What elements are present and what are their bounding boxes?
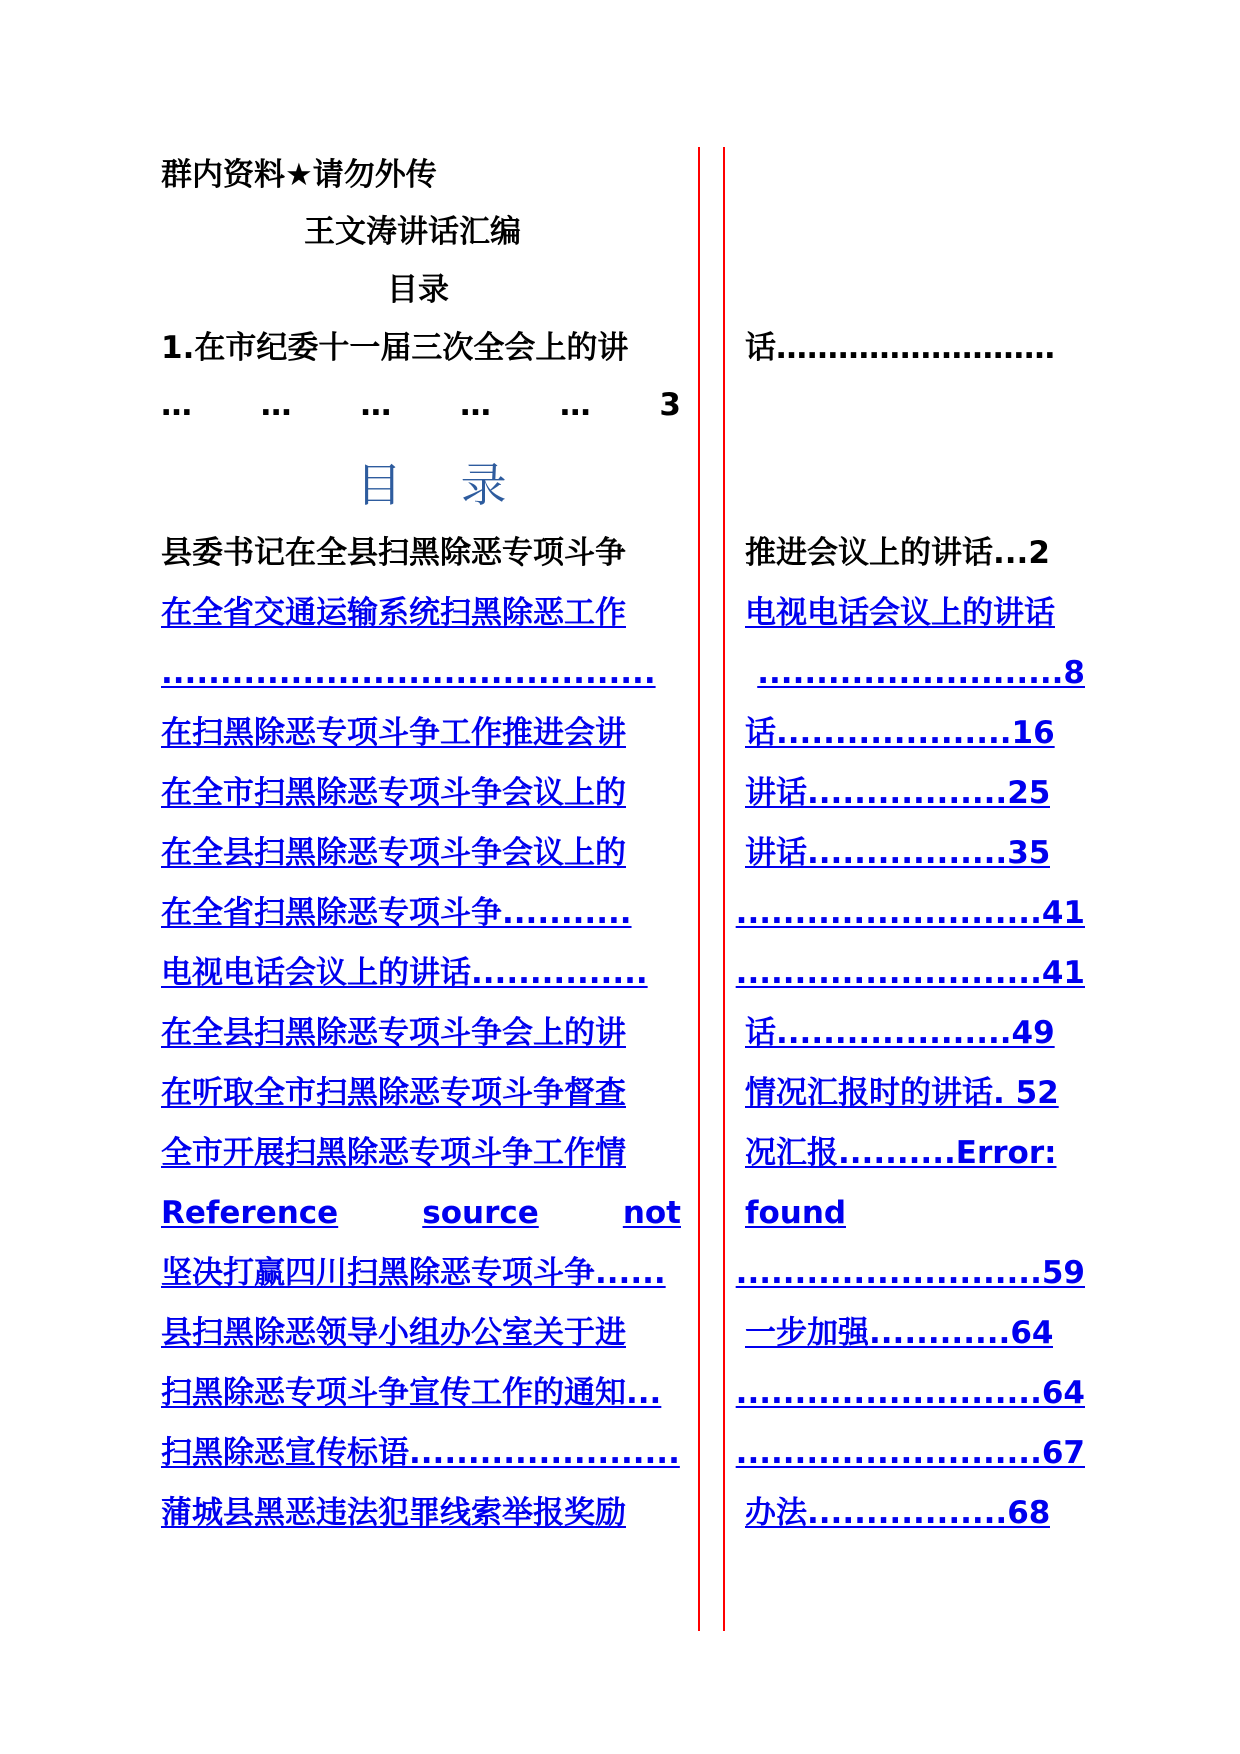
toc-row-left: 县委书记在全县扫黑除恶专项斗争 [161, 535, 626, 571]
toc-label: 目录 [387, 272, 449, 308]
toc-link-left[interactable]: 全市开展扫黑除恶专项斗争工作情 [161, 1135, 626, 1171]
toc-link-left[interactable]: 在全县扫黑除恶专项斗争会议上的 [161, 835, 626, 871]
toc-heading: 目 录 [356, 458, 529, 512]
toc-link-right[interactable]: ..........................41 [735, 955, 1085, 991]
leader-dots: … [460, 387, 492, 423]
toc-link-right[interactable]: 办法.................68 [745, 1495, 1051, 1531]
link-word[interactable]: source [422, 1195, 539, 1231]
toc-link-left[interactable]: .......................................... [161, 655, 656, 691]
toc-link-right[interactable]: 况汇报..........Error: [745, 1135, 1057, 1171]
toc-link-right[interactable]: ..........................8 [757, 655, 1085, 691]
leader-dots: … [559, 387, 591, 423]
toc-link-right[interactable]: ..........................41 [735, 895, 1085, 931]
toc-link-right[interactable]: ..........................59 [735, 1255, 1085, 1291]
leader-dots: … [161, 387, 192, 423]
toc-link-right[interactable]: found [745, 1195, 847, 1231]
toc-link-left[interactable]: 扫黑除恶宣传标语....................... [161, 1435, 680, 1471]
toc-entry-1-leader [161, 380, 681, 430]
link-word[interactable]: not [622, 1195, 681, 1231]
toc-link-left[interactable]: 在扫黑除恶专项斗争工作推进会讲 [161, 715, 626, 751]
confidential-notice: 群内资料★请勿外传 [161, 157, 437, 193]
page-number: 3 [659, 387, 681, 423]
toc-link-right[interactable]: 一步加强............64 [745, 1315, 1054, 1351]
toc-link-left[interactable]: 扫黑除恶专项斗争宣传工作的通知... [161, 1375, 662, 1411]
document-title: 王文涛讲话汇编 [304, 214, 521, 250]
toc-link-left[interactable]: 蒲城县黑恶违法犯罪线索举报奖励 [161, 1495, 626, 1531]
toc-link-left[interactable]: 坚决打赢四川扫黑除恶专项斗争...... [161, 1255, 666, 1291]
toc-link-right[interactable]: 情况汇报时的讲话. 52 [745, 1075, 1059, 1111]
leader-dots: … [360, 387, 392, 423]
toc-link-left[interactable]: 在听取全市扫黑除恶专项斗争督查 [161, 1075, 626, 1111]
toc-link-right[interactable]: 话....................49 [745, 1015, 1055, 1051]
toc-link-left[interactable]: 电视电话会议上的讲话............... [161, 955, 648, 991]
toc-link-right[interactable]: 讲话.................25 [745, 775, 1051, 811]
toc-entry-1-left: 1.在市纪委十一届三次全会上的讲 [161, 330, 629, 366]
toc-link-left[interactable]: 在全省交通运输系统扫黑除恶工作 [161, 595, 626, 631]
toc-link-right[interactable]: ..........................64 [735, 1375, 1085, 1411]
toc-link-right[interactable]: 讲话.................35 [745, 835, 1051, 871]
toc-link-left-words[interactable] [161, 1188, 681, 1238]
toc-link-right[interactable]: 话....................16 [745, 715, 1055, 751]
leader-dots: … [260, 387, 292, 423]
toc-link-right[interactable]: ..........................67 [735, 1435, 1085, 1471]
toc-link-left[interactable]: 在全省扫黑除恶专项斗争........... [161, 895, 632, 931]
link-word[interactable]: Reference [161, 1195, 339, 1231]
toc-link-left[interactable]: 在全市扫黑除恶专项斗争会议上的 [161, 775, 626, 811]
toc-link-right[interactable]: 电视电话会议上的讲话 [745, 595, 1055, 631]
toc-row-right: 推进会议上的讲话...2 [745, 535, 1050, 571]
toc-link-left[interactable]: 在全县扫黑除恶专项斗争会上的讲 [161, 1015, 626, 1051]
toc-entry-1-right: 话……………………… [745, 330, 1055, 366]
toc-link-left[interactable]: 县扫黑除恶领导小组办公室关于进 [161, 1315, 626, 1351]
